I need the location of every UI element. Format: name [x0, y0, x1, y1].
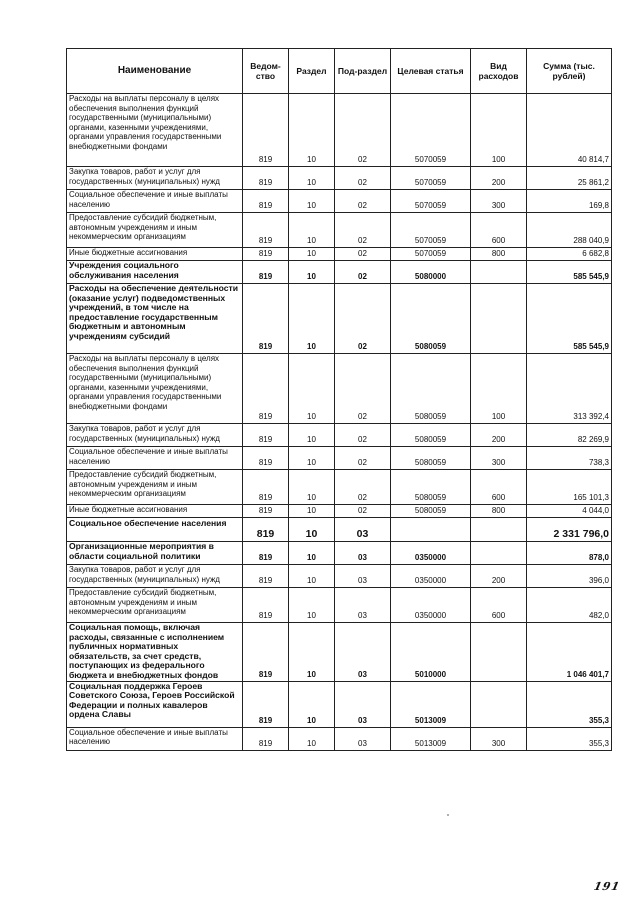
table-body: [67, 94, 612, 751]
row-amount: 396,0: [527, 565, 612, 588]
row-subsection: 02: [335, 167, 391, 190]
row-target: 5080059: [391, 424, 471, 447]
row-name: Закупка товаров, работ и услуг для государственных (муниципальных) нужд: [67, 167, 243, 190]
row-kind: [471, 681, 527, 727]
row-dept: 819: [243, 213, 289, 248]
row-section: 10: [289, 261, 335, 284]
row-section: 10: [289, 284, 335, 354]
row-name: Социальная помощь, включая расходы, связанные с исполнением публичных нормативных обязательств, за счет средств, поступающих из федерального бюджета и внебюджетных фондов: [67, 623, 243, 682]
row-dept: 819: [243, 681, 289, 727]
table-row: [67, 248, 612, 261]
row-subsection: 02: [335, 190, 391, 213]
row-amount: 482,0: [527, 588, 612, 623]
row-kind: 800: [471, 248, 527, 261]
row-kind: [471, 542, 527, 565]
row-subsection: 03: [335, 565, 391, 588]
row-amount: 82 269,9: [527, 424, 612, 447]
row-section: 10: [289, 542, 335, 565]
table-row: [67, 213, 612, 248]
header-kind: Вид расходов: [471, 49, 527, 94]
row-section: 10: [289, 354, 335, 424]
row-subsection: 02: [335, 261, 391, 284]
row-dept: 819: [243, 284, 289, 354]
row-subsection: 03: [335, 727, 391, 750]
table-row: [67, 261, 612, 284]
row-section: 10: [289, 190, 335, 213]
row-name: Предоставление субсидий бюджетным, автономным учреждениям и иным некоммерческим организациям: [67, 213, 243, 248]
row-name: Предоставление субсидий бюджетным, автономным учреждениям и иным некоммерческим организациям: [67, 470, 243, 505]
row-subsection: 02: [335, 470, 391, 505]
row-subsection: 02: [335, 424, 391, 447]
row-amount: 585 545,9: [527, 284, 612, 354]
row-section: 10: [289, 424, 335, 447]
row-target: 5013009: [391, 681, 471, 727]
row-amount: 313 392,4: [527, 354, 612, 424]
table-header-row: [67, 49, 612, 94]
row-amount: 40 814,7: [527, 94, 612, 167]
row-subsection: 02: [335, 284, 391, 354]
row-dept: 819: [243, 354, 289, 424]
row-kind: 100: [471, 354, 527, 424]
row-subsection: 03: [335, 588, 391, 623]
row-section: 10: [289, 94, 335, 167]
row-subsection: 02: [335, 248, 391, 261]
row-name: Социальное обеспечение и иные выплаты населению: [67, 727, 243, 750]
row-dept: 819: [243, 542, 289, 565]
row-kind: 800: [471, 505, 527, 518]
row-section: 10: [289, 565, 335, 588]
row-section: 10: [289, 167, 335, 190]
table-row: [67, 542, 612, 565]
row-kind: 100: [471, 94, 527, 167]
row-section: 10: [289, 681, 335, 727]
header-target: Целевая статья: [391, 49, 471, 94]
row-amount: 165 101,3: [527, 470, 612, 505]
row-target: 5080000: [391, 261, 471, 284]
row-dept: 819: [243, 167, 289, 190]
row-dept: 819: [243, 94, 289, 167]
row-amount: 288 040,9: [527, 213, 612, 248]
row-kind: 300: [471, 190, 527, 213]
row-subsection: 03: [335, 542, 391, 565]
row-dept: 819: [243, 565, 289, 588]
row-target: 5070059: [391, 190, 471, 213]
row-amount: 355,3: [527, 681, 612, 727]
row-target: [391, 518, 471, 542]
row-dept: 819: [243, 588, 289, 623]
table-row: [67, 447, 612, 470]
row-amount: 2 331 796,0: [527, 518, 612, 542]
row-target: 0350000: [391, 588, 471, 623]
row-name: Социальное обеспечение населения: [67, 518, 243, 542]
row-name: Предоставление субсидий бюджетным, автономным учреждениям и иным некоммерческим организациям: [67, 588, 243, 623]
row-kind: 200: [471, 424, 527, 447]
row-kind: [471, 518, 527, 542]
header-amount: Сумма (тыс. рублей): [527, 49, 612, 94]
row-dept: 819: [243, 518, 289, 542]
row-name: Социальное обеспечение и иные выплаты населению: [67, 447, 243, 470]
row-section: 10: [289, 518, 335, 542]
row-target: 5010000: [391, 623, 471, 682]
row-subsection: 02: [335, 213, 391, 248]
row-amount: 355,3: [527, 727, 612, 750]
row-amount: 738,3: [527, 447, 612, 470]
row-amount: 25 861,2: [527, 167, 612, 190]
row-target: 5070059: [391, 248, 471, 261]
row-name: Организационные мероприятия в области социальной политики: [67, 542, 243, 565]
row-dept: 819: [243, 424, 289, 447]
header-name: Наименование: [67, 49, 243, 94]
row-name: Социальное обеспечение и иные выплаты населению: [67, 190, 243, 213]
table-row: [67, 727, 612, 750]
row-dept: 819: [243, 190, 289, 213]
table-row: [67, 588, 612, 623]
row-section: 10: [289, 623, 335, 682]
row-name: Закупка товаров, работ и услуг для государственных (муниципальных) нужд: [67, 424, 243, 447]
row-target: 5080059: [391, 284, 471, 354]
row-subsection: 03: [335, 623, 391, 682]
table-row: [67, 190, 612, 213]
table-row: [67, 424, 612, 447]
row-subsection: 02: [335, 94, 391, 167]
row-target: 5070059: [391, 213, 471, 248]
page-number: 191: [592, 880, 622, 893]
row-target: 5013009: [391, 727, 471, 750]
row-section: 10: [289, 447, 335, 470]
row-target: 5080059: [391, 470, 471, 505]
row-dept: 819: [243, 505, 289, 518]
row-kind: 600: [471, 470, 527, 505]
row-target: 5070059: [391, 167, 471, 190]
table-row: [67, 354, 612, 424]
row-amount: 585 545,9: [527, 261, 612, 284]
header-dept: Ведом-ство: [243, 49, 289, 94]
row-subsection: 02: [335, 354, 391, 424]
scan-speck: [447, 814, 449, 816]
row-kind: [471, 261, 527, 284]
row-subsection: 03: [335, 681, 391, 727]
table-row: [67, 518, 612, 542]
table-row: [67, 681, 612, 727]
row-dept: 819: [243, 727, 289, 750]
row-target: 5080059: [391, 447, 471, 470]
row-kind: 300: [471, 447, 527, 470]
row-name: Учреждения социального обслуживания населения: [67, 261, 243, 284]
row-kind: 600: [471, 588, 527, 623]
row-section: 10: [289, 470, 335, 505]
row-kind: [471, 284, 527, 354]
row-section: 10: [289, 505, 335, 518]
row-dept: 819: [243, 470, 289, 505]
row-dept: 819: [243, 261, 289, 284]
row-dept: 819: [243, 248, 289, 261]
budget-table: [66, 48, 612, 751]
table-row: [67, 505, 612, 518]
row-kind: [471, 623, 527, 682]
row-amount: 878,0: [527, 542, 612, 565]
row-kind: 200: [471, 565, 527, 588]
table-row: [67, 565, 612, 588]
row-kind: 200: [471, 167, 527, 190]
row-amount: 169,8: [527, 190, 612, 213]
row-name: Социальная поддержка Героев Советского Союза, Героев Российской Федерации и полных кавалеров ордена Славы: [67, 681, 243, 727]
table-row: [67, 94, 612, 167]
row-name: Иные бюджетные ассигнования: [67, 248, 243, 261]
row-target: 0350000: [391, 542, 471, 565]
row-subsection: 02: [335, 447, 391, 470]
header-section: Раздел: [289, 49, 335, 94]
row-section: 10: [289, 588, 335, 623]
row-amount: 6 682,8: [527, 248, 612, 261]
row-section: 10: [289, 248, 335, 261]
row-subsection: 02: [335, 505, 391, 518]
row-amount: 1 046 401,7: [527, 623, 612, 682]
row-dept: 819: [243, 447, 289, 470]
row-name: Закупка товаров, работ и услуг для государственных (муниципальных) нужд: [67, 565, 243, 588]
row-kind: 300: [471, 727, 527, 750]
row-name: Расходы на выплаты персоналу в целях обеспечения выполнения функций государственными (муниципальными) органами, казенными учреждениями, органами управления государственными внебюджетными фондами: [67, 94, 243, 167]
row-target: 5080059: [391, 505, 471, 518]
row-target: 0350000: [391, 565, 471, 588]
row-subsection: 03: [335, 518, 391, 542]
row-section: 10: [289, 213, 335, 248]
header-subsection: Под-раздел: [335, 49, 391, 94]
table-row: [67, 167, 612, 190]
row-section: 10: [289, 727, 335, 750]
row-dept: 819: [243, 623, 289, 682]
table-row: [67, 470, 612, 505]
row-name: Расходы на обеспечение деятельности (оказание услуг) подведомственных учреждений, в том числе на предоставление государственным бюджетным и автономным учреждениям субсидий: [67, 284, 243, 354]
row-name: Иные бюджетные ассигнования: [67, 505, 243, 518]
table-row: [67, 284, 612, 354]
row-kind: 600: [471, 213, 527, 248]
budget-table-sheet: [66, 48, 611, 751]
row-amount: 4 044,0: [527, 505, 612, 518]
row-target: 5070059: [391, 94, 471, 167]
row-name: Расходы на выплаты персоналу в целях обеспечения выполнения функций государственными (муниципальными) органами, казенными учреждениями, органами управления государственными внебюджетными фондами: [67, 354, 243, 424]
row-target: 5080059: [391, 354, 471, 424]
table-row: [67, 623, 612, 682]
